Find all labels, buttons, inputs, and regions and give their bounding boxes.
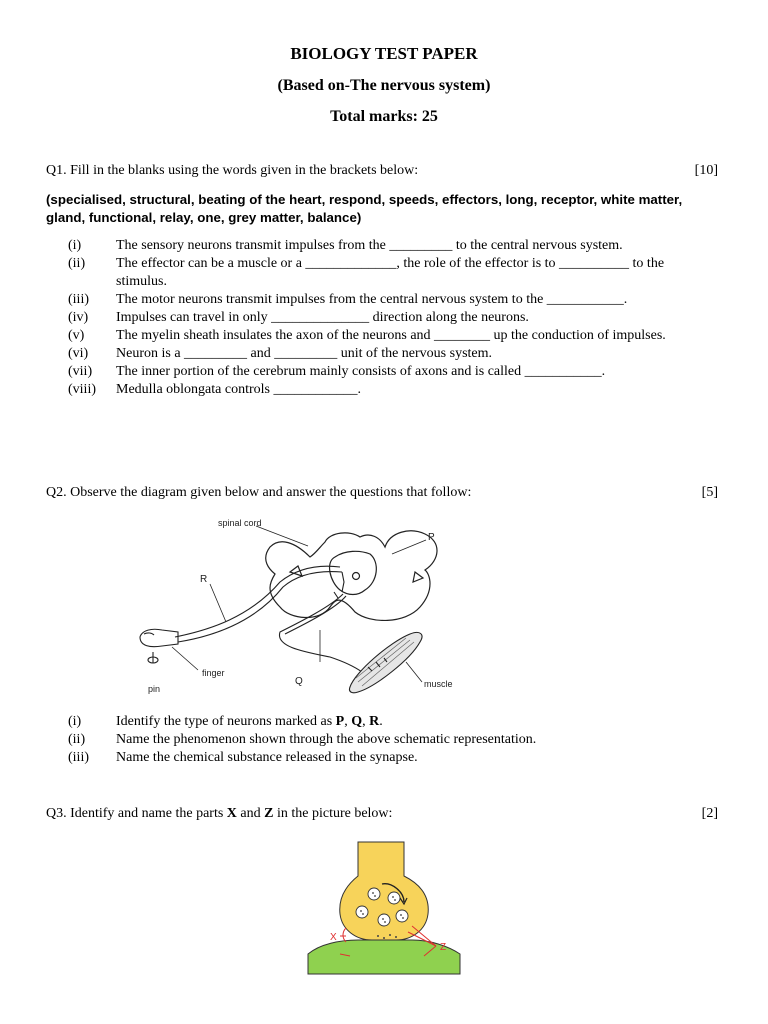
label-p: P [428, 532, 435, 543]
q3-text: in the picture below: [273, 806, 393, 821]
separator: , [362, 714, 370, 729]
synapse-diagram [300, 836, 470, 976]
separator: , [344, 714, 352, 729]
item-text [116, 713, 708, 731]
label-muscle: muscle [424, 679, 453, 689]
item-text: The inner portion of the cerebrum mainly consists of axons and is called ___________. [116, 364, 606, 379]
page-subtitle: (Based on-The nervous system) [277, 77, 491, 94]
item-number: (i) [68, 714, 82, 729]
item-number: (ii) [68, 732, 86, 747]
muscle-shape [349, 632, 421, 692]
list-item [68, 345, 708, 363]
item-number: (viii) [68, 382, 96, 397]
q3-question [46, 806, 392, 822]
dendrite-shape [308, 940, 460, 974]
list-item [68, 327, 708, 345]
q3-text: Q3. Identify and name the parts [46, 806, 227, 821]
label-spinal-cord: spinal cord [218, 518, 262, 528]
list-item [68, 731, 708, 749]
list-item [68, 749, 708, 767]
q2-question: Q2. Observe the diagram given below and answer the questions that follow: [46, 485, 472, 500]
q1-word-bank: (specialised, structural, beating of the heart, respond, speeds, effectors, long, receptor, white matter, gland, functional, relay, one, grey matter, balance) [46, 192, 683, 225]
label-finger: finger [202, 668, 225, 678]
item-text-part: Identify the type of neurons marked as [116, 714, 336, 729]
list-item [68, 381, 708, 399]
item-number: (v) [68, 328, 85, 343]
spinal-cord-section [266, 531, 437, 621]
finger-shape [140, 629, 178, 646]
item-text: The effector can be a muscle or a _____________, the role of the effector is to __________ to the stimulus. [116, 256, 665, 289]
label-q: Q [295, 676, 303, 687]
page-title: BIOLOGY TEST PAPER [290, 44, 478, 63]
pin-icon [148, 652, 158, 663]
item-text: The myelin sheath insulates the axon of the neurons and ________ up the conduction of impulses. [116, 328, 666, 343]
item-text: Medulla oblongata controls ____________. [116, 382, 361, 397]
list-item [68, 237, 708, 255]
item-text: The sensory neurons transmit impulses from the _________ to the central nervous system. [116, 238, 623, 253]
label-z-ref: Z [264, 806, 274, 821]
label-z: Z [440, 942, 447, 953]
q1-list [68, 237, 708, 399]
item-text: The motor neurons transmit impulses from the central nervous system to the ___________. [116, 292, 628, 307]
q2-marks: [5] [701, 485, 718, 500]
reflex-arc-diagram [130, 512, 470, 697]
item-text-part: . [379, 714, 383, 729]
label-r: R [200, 574, 208, 585]
item-number: (ii) [68, 256, 86, 271]
label-q-ref: Q [351, 714, 363, 729]
item-number: (i) [68, 238, 82, 253]
item-number: (iv) [68, 310, 89, 325]
q1-question: Q1. Fill in the blanks using the words given in the brackets below: [46, 163, 419, 178]
item-number: (iii) [68, 750, 89, 765]
q1-marks: [10] [694, 163, 718, 178]
label-x: X [330, 932, 337, 943]
total-marks: Total marks: 25 [330, 108, 438, 125]
item-text: Neuron is a _________ and _________ unit of the nervous system. [116, 346, 493, 361]
list-item [68, 363, 708, 381]
label-r-ref: R [369, 714, 380, 729]
list-item [68, 291, 708, 309]
item-text: Name the chemical substance released in the synapse. [116, 750, 418, 765]
q2-list [68, 713, 708, 767]
item-number: (iii) [68, 292, 89, 307]
item-number: (vi) [68, 346, 89, 361]
list-item [68, 255, 708, 291]
item-text: Name the phenomenon shown through the above schematic representation. [116, 732, 537, 747]
label-p-ref: P [335, 714, 345, 729]
label-x-ref: X [226, 806, 237, 821]
item-text: Impulses can travel in only ______________ direction along the neurons. [116, 310, 529, 325]
item-number: (vii) [68, 364, 93, 379]
q3-marks: [2] [701, 806, 718, 821]
list-item [68, 713, 708, 731]
q3-text: and [236, 806, 265, 821]
list-item [68, 309, 708, 327]
label-pin: pin [148, 684, 161, 694]
